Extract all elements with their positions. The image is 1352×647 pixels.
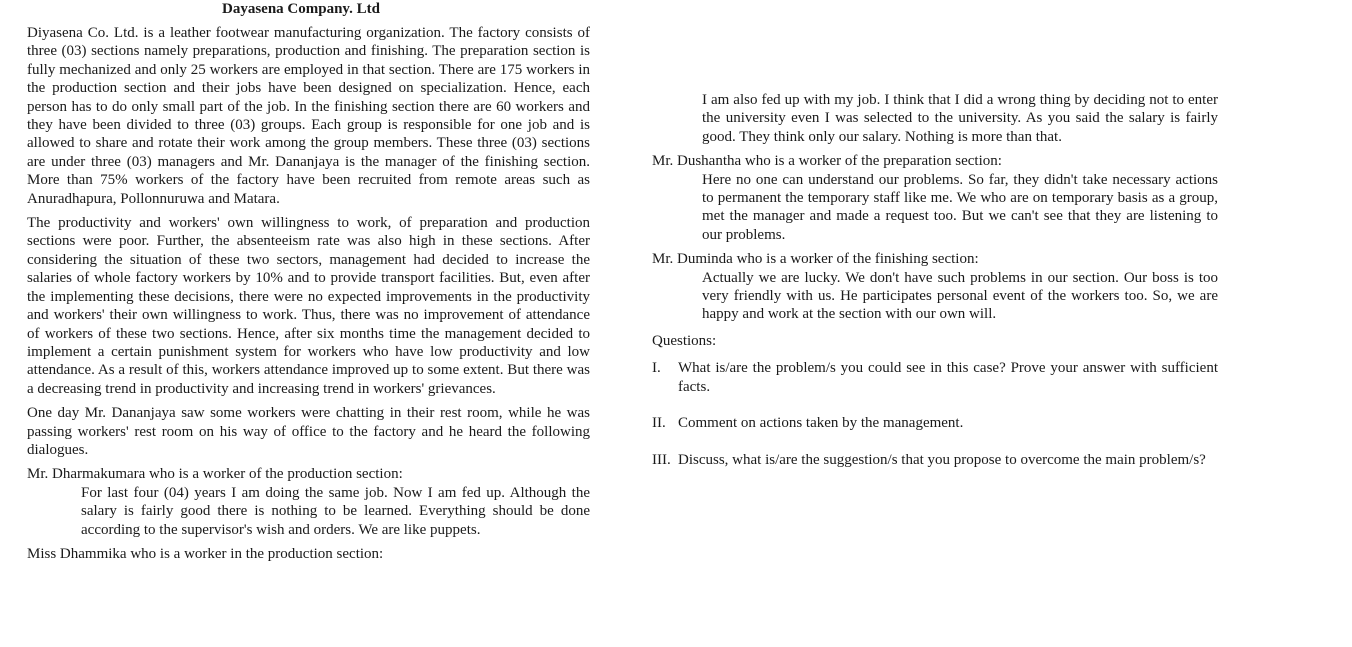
question-item	[652, 414, 1218, 432]
document-title: Dayasena Company. Ltd	[222, 1, 380, 17]
right-column	[652, 91, 1218, 469]
quote-duminda: Actually we are lucky. We don't have such problems in our section. Our boss is too very friendly with us. He participates personal event of the workers too. So, we are happy and work at the section with our own will.	[702, 269, 1218, 323]
question-text: Discuss, what is/are the suggestion/s that you propose to overcome the main problem/s?	[678, 451, 1206, 468]
questions-heading: Questions:	[652, 332, 717, 349]
quote-dushantha: Here no one can understand our problems. So far, they didn't take necessary actions to permanent the temporary staff like me. We who are on temporary basis as a group, met the manager and made a request too. But we can't see that they are listening to our problems.	[702, 171, 1218, 243]
speaker-dushantha: Mr. Dushantha who is a worker of the preparation section:	[652, 153, 1002, 170]
question-text: Comment on actions taken by the management.	[678, 415, 964, 432]
question-item	[652, 451, 1218, 469]
question-number: II.	[652, 415, 666, 432]
left-column	[27, 24, 590, 563]
intro-paragraph: Diyasena Co. Ltd. is a leather footwear manufacturing organization. The factory consists of three (03) sections namely preparations, production and finishing. The preparation section is fully mechanized and only 25 workers are employed in that section. There are 175 workers in the production section and their jobs have been designed on specialization. Hence, each person has to do only small part of the job. In the finishing section there are 60 workers and they have been divided to three (03) groups. Each group is responsible for one job and is allowed to share and rotate their work among the group members. These three (03) sections are under three (03) managers and Mr. Dananjaya is the manager of the finishing section. More than 75% workers of the factory have been recruited from remote areas such as Anuradhapura, Pollonnuruwa and Matara.	[27, 25, 590, 207]
quote-dhammika: I am also fed up with my job. I think that I did a wrong thing by deciding not to enter the university even I was selected to the university. As you said the salary is fairly good. They think only our salary. Nothing is more than that.	[702, 92, 1218, 145]
speaker-dhammika: Miss Dhammika who is a worker in the production section:	[27, 545, 384, 562]
question-text: What is/are the problem/s you could see in this case? Prove your answer with sufficient facts.	[678, 360, 1218, 395]
speaker-duminda: Mr. Duminda who is a worker of the finishing section:	[652, 251, 979, 268]
question-number: III.	[652, 451, 671, 468]
question-number: I.	[652, 360, 661, 377]
productivity-paragraph: The productivity and workers' own willingness to work, of preparation and production sections were poor. Further, the absenteeism rate was also high in these sections. After considering the situation of these two sectors, management had decided to increase the salaries of whole factory workers by 10% and to provide transport facilities. But, even after the implementing these decisions, there were no expected improvements in the productivity and workers' their own willingness to work. Thus, there was no improvement of attendance of workers of these two sections. Hence, after six months time the management decided to implement a certain punishment system for workers who have low productivity and low attendance. As a result of this, workers attendance improved up to some extent. But there was a decreasing trend in productivity and increasing trend in workers' grievances.	[27, 215, 590, 397]
dialogue-intro-paragraph: One day Mr. Dananjaya saw some workers were chatting in their rest room, while he was passing workers' rest room on his way of office to the factory and he heard the following dialogues.	[27, 405, 590, 458]
quote-dharmakumara: For last four (04) years I am doing the same job. Now I am fed up. Although the salary is fairly good there is nothing to be learned. Everything should be done according to the supervisor's wish and orders. We are like puppets.	[81, 484, 590, 538]
question-item	[652, 359, 1218, 396]
speaker-dharmakumara: Mr. Dharmakumara who is a worker of the production section:	[27, 466, 403, 483]
